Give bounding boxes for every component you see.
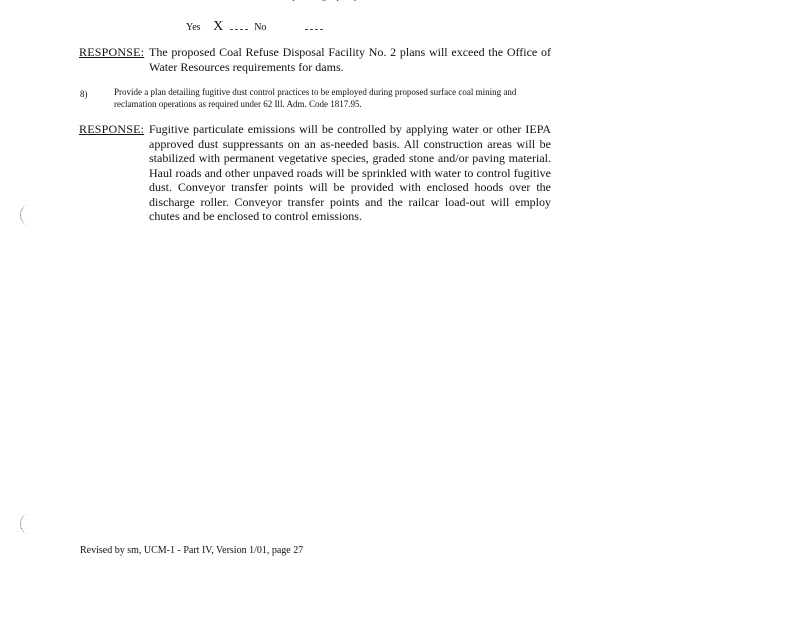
- page-footer: Revised by sm, UCM-1 - Part IV, Version 1/01, page 27: [80, 545, 304, 556]
- no-label: No: [254, 22, 267, 33]
- yes-blank-line: [230, 29, 248, 30]
- no-blank-line: [305, 29, 323, 30]
- yes-mark: X: [213, 19, 224, 34]
- response-text-1: The proposed Coal Refuse Disposal Facility No. 2 plans will exceed the Office of Water Resources requirements for dams.: [149, 45, 551, 74]
- item-text-8: Provide a plan detailing fugitive dust control practices to be employed during proposed surface coal mining and reclamation operations as required under 62 Ill. Adm. Code 1817.95.: [114, 87, 517, 109]
- item-number-8: 8): [80, 89, 88, 99]
- yes-no-answer: [186, 19, 323, 35]
- response-label-2: RESPONSE:: [79, 122, 145, 136]
- response-text-2: Fugitive particulate emissions will be controlled by applying water or other IEPA approved dust suppressants on an as-needed basis. All construction areas will be stabilized with permanent vegetative species, graded stone and/or paving material. Haul roads and other unpaved roads will be sprinkled with water to control fugitive dust. Conveyor transfer points will be provided with enclosed hoods over the discharge roller. Conveyor transfer points and the railcar load-out will employ chutes and be enclosed to control emissions.: [149, 122, 551, 223]
- question-text-partial: [186, 0, 447, 1]
- response-label-1: RESPONSE:: [79, 45, 145, 59]
- punch-hole-mark-top: [20, 205, 37, 225]
- punch-hole-mark-bottom: [20, 514, 37, 534]
- yes-label: Yes: [186, 22, 201, 33]
